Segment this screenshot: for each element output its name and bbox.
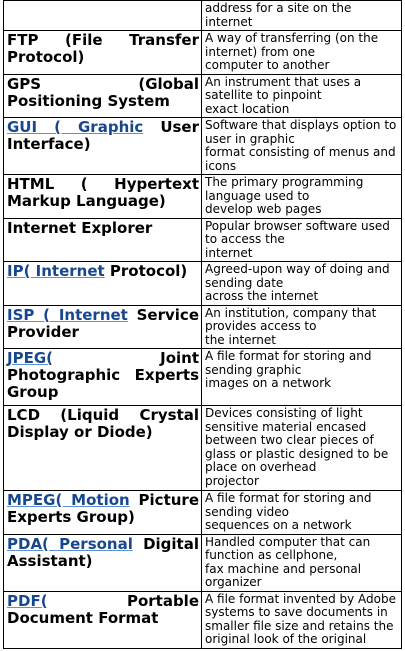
definition-line: Software that displays option to — [205, 118, 397, 132]
glossary-row — [4, 175, 402, 219]
definition-cell — [202, 305, 402, 349]
definition-line: images on a network — [205, 376, 332, 390]
definition-line: smaller file size and retains the — [205, 618, 394, 633]
glossary-row — [4, 118, 402, 175]
definition-line: internet — [205, 245, 253, 260]
glossary-row — [4, 591, 402, 648]
definition-line: An institution, company that — [205, 305, 377, 320]
definition-cell — [202, 534, 402, 591]
definition-cell — [202, 591, 402, 648]
term-cell — [4, 74, 202, 118]
definition-line: across the internet — [205, 289, 319, 303]
term-cell — [4, 218, 202, 262]
term-cell — [4, 305, 202, 349]
definition-line: satellite to pinpoint — [205, 88, 322, 102]
definition-cell — [202, 31, 402, 75]
definition-line: A file format for storing and — [205, 349, 372, 363]
term-text: Picture Experts Group) — [7, 491, 199, 526]
definition-line: computer to another — [205, 58, 330, 72]
definition-line: systems to save documents in — [205, 605, 388, 619]
term-cell — [4, 591, 202, 648]
definition-line: develop web pages — [205, 202, 322, 216]
definition-cell — [202, 218, 402, 262]
definition-line: format consisting of menus and — [205, 145, 396, 159]
term-cell — [4, 31, 202, 75]
glossary-row — [4, 262, 402, 306]
glossary-body — [4, 1, 402, 649]
definition-cell — [202, 175, 402, 219]
term-text: Digital Assistant) — [7, 534, 199, 570]
definition-line: between two clear pieces of — [205, 433, 374, 447]
term-cell — [4, 406, 202, 491]
term-text: Portable Document Format — [7, 591, 199, 627]
term-text: Service Provider — [7, 305, 199, 341]
term-link[interactable]: PDA( Personal — [7, 534, 133, 553]
definition-line: icons — [205, 158, 237, 173]
definition-line: projector — [205, 473, 259, 488]
definition-cell — [202, 491, 402, 535]
glossary-row — [4, 534, 402, 591]
definition-line: language used to — [205, 188, 310, 203]
term-link[interactable]: ISP ( Internet — [7, 305, 128, 324]
definition-cell — [202, 406, 402, 491]
glossary-row — [4, 305, 402, 349]
glossary-row — [4, 218, 402, 262]
glossary-row — [4, 1, 402, 31]
term-text: GPS (Global Positioning System — [7, 74, 199, 110]
term-cell — [4, 491, 202, 535]
definition-line: Popular browser software used — [205, 218, 390, 233]
definition-line: Agreed-upon way of doing and — [205, 262, 390, 276]
definition-line: user in graphic — [205, 131, 295, 146]
definition-line: The primary programming — [205, 175, 364, 189]
glossary-table — [3, 0, 402, 649]
definition-cell — [202, 262, 402, 306]
definition-line: A way of transferring (on the — [205, 31, 379, 45]
definition-line: fax machine and personal — [205, 561, 362, 576]
glossary-row — [4, 491, 402, 535]
definition-line: A file format invented by Adobe — [205, 591, 397, 606]
term-link[interactable]: PDF( — [7, 591, 48, 610]
glossary-row — [4, 406, 402, 491]
definition-line: Handled computer that can — [205, 534, 371, 549]
term-cell — [4, 534, 202, 591]
definition-line: sending video — [205, 504, 290, 519]
definition-line: An instrument that uses a — [205, 74, 362, 89]
definition-line: sensitive material encased — [205, 419, 367, 434]
term-cell — [4, 118, 202, 175]
glossary-row — [4, 349, 402, 406]
definition-cell — [202, 1, 402, 31]
definition-line: provides access to — [205, 319, 317, 333]
definition-line: sequences on a network — [205, 518, 352, 532]
term-text: Protocol) — [104, 262, 188, 280]
term-link[interactable]: IP( Internet — [7, 262, 105, 280]
definition-line: internet — [205, 14, 253, 29]
definition-line: sending graphic — [205, 362, 302, 377]
definition-cell — [202, 74, 402, 118]
definition-cell — [202, 118, 402, 175]
definition-line: place on overhead — [205, 460, 317, 474]
definition-line: address for a site on the — [205, 1, 352, 15]
definition-line: to access the — [205, 232, 285, 246]
definition-line: exact location — [205, 101, 290, 116]
term-text: HTML ( Hypertext Markup Language) — [7, 175, 199, 210]
term-text: Joint Photographic Experts Group — [7, 349, 199, 401]
term-text: FTP (File Transfer Protocol) — [7, 31, 199, 66]
term-text: LCD (Liquid Crystal Display or Diode) — [7, 406, 199, 441]
definition-line: internet) from one — [205, 44, 316, 59]
term-link[interactable]: MPEG( Motion — [7, 491, 130, 509]
term-link[interactable]: GUI ( Graphic — [7, 118, 144, 136]
term-cell — [4, 1, 202, 31]
term-cell — [4, 262, 202, 306]
definition-line: Devices consisting of light — [205, 406, 363, 420]
definition-line: organizer — [205, 575, 262, 589]
glossary-row — [4, 31, 402, 75]
definition-line: sending date — [205, 275, 284, 290]
definition-line: original look of the original — [205, 632, 367, 646]
definition-line: A file format for storing and — [205, 491, 372, 505]
term-text: Internet Explorer — [7, 218, 153, 237]
definition-line: the internet — [205, 332, 276, 347]
term-cell — [4, 349, 202, 406]
definition-line: glass or plastic designed to be — [205, 446, 389, 461]
term-link[interactable]: JPEG( — [7, 349, 53, 367]
term-text: User Interface) — [7, 118, 199, 153]
definition-line: function as cellphone, — [205, 548, 338, 562]
glossary-row — [4, 74, 402, 118]
term-cell — [4, 175, 202, 219]
definition-cell — [202, 349, 402, 406]
